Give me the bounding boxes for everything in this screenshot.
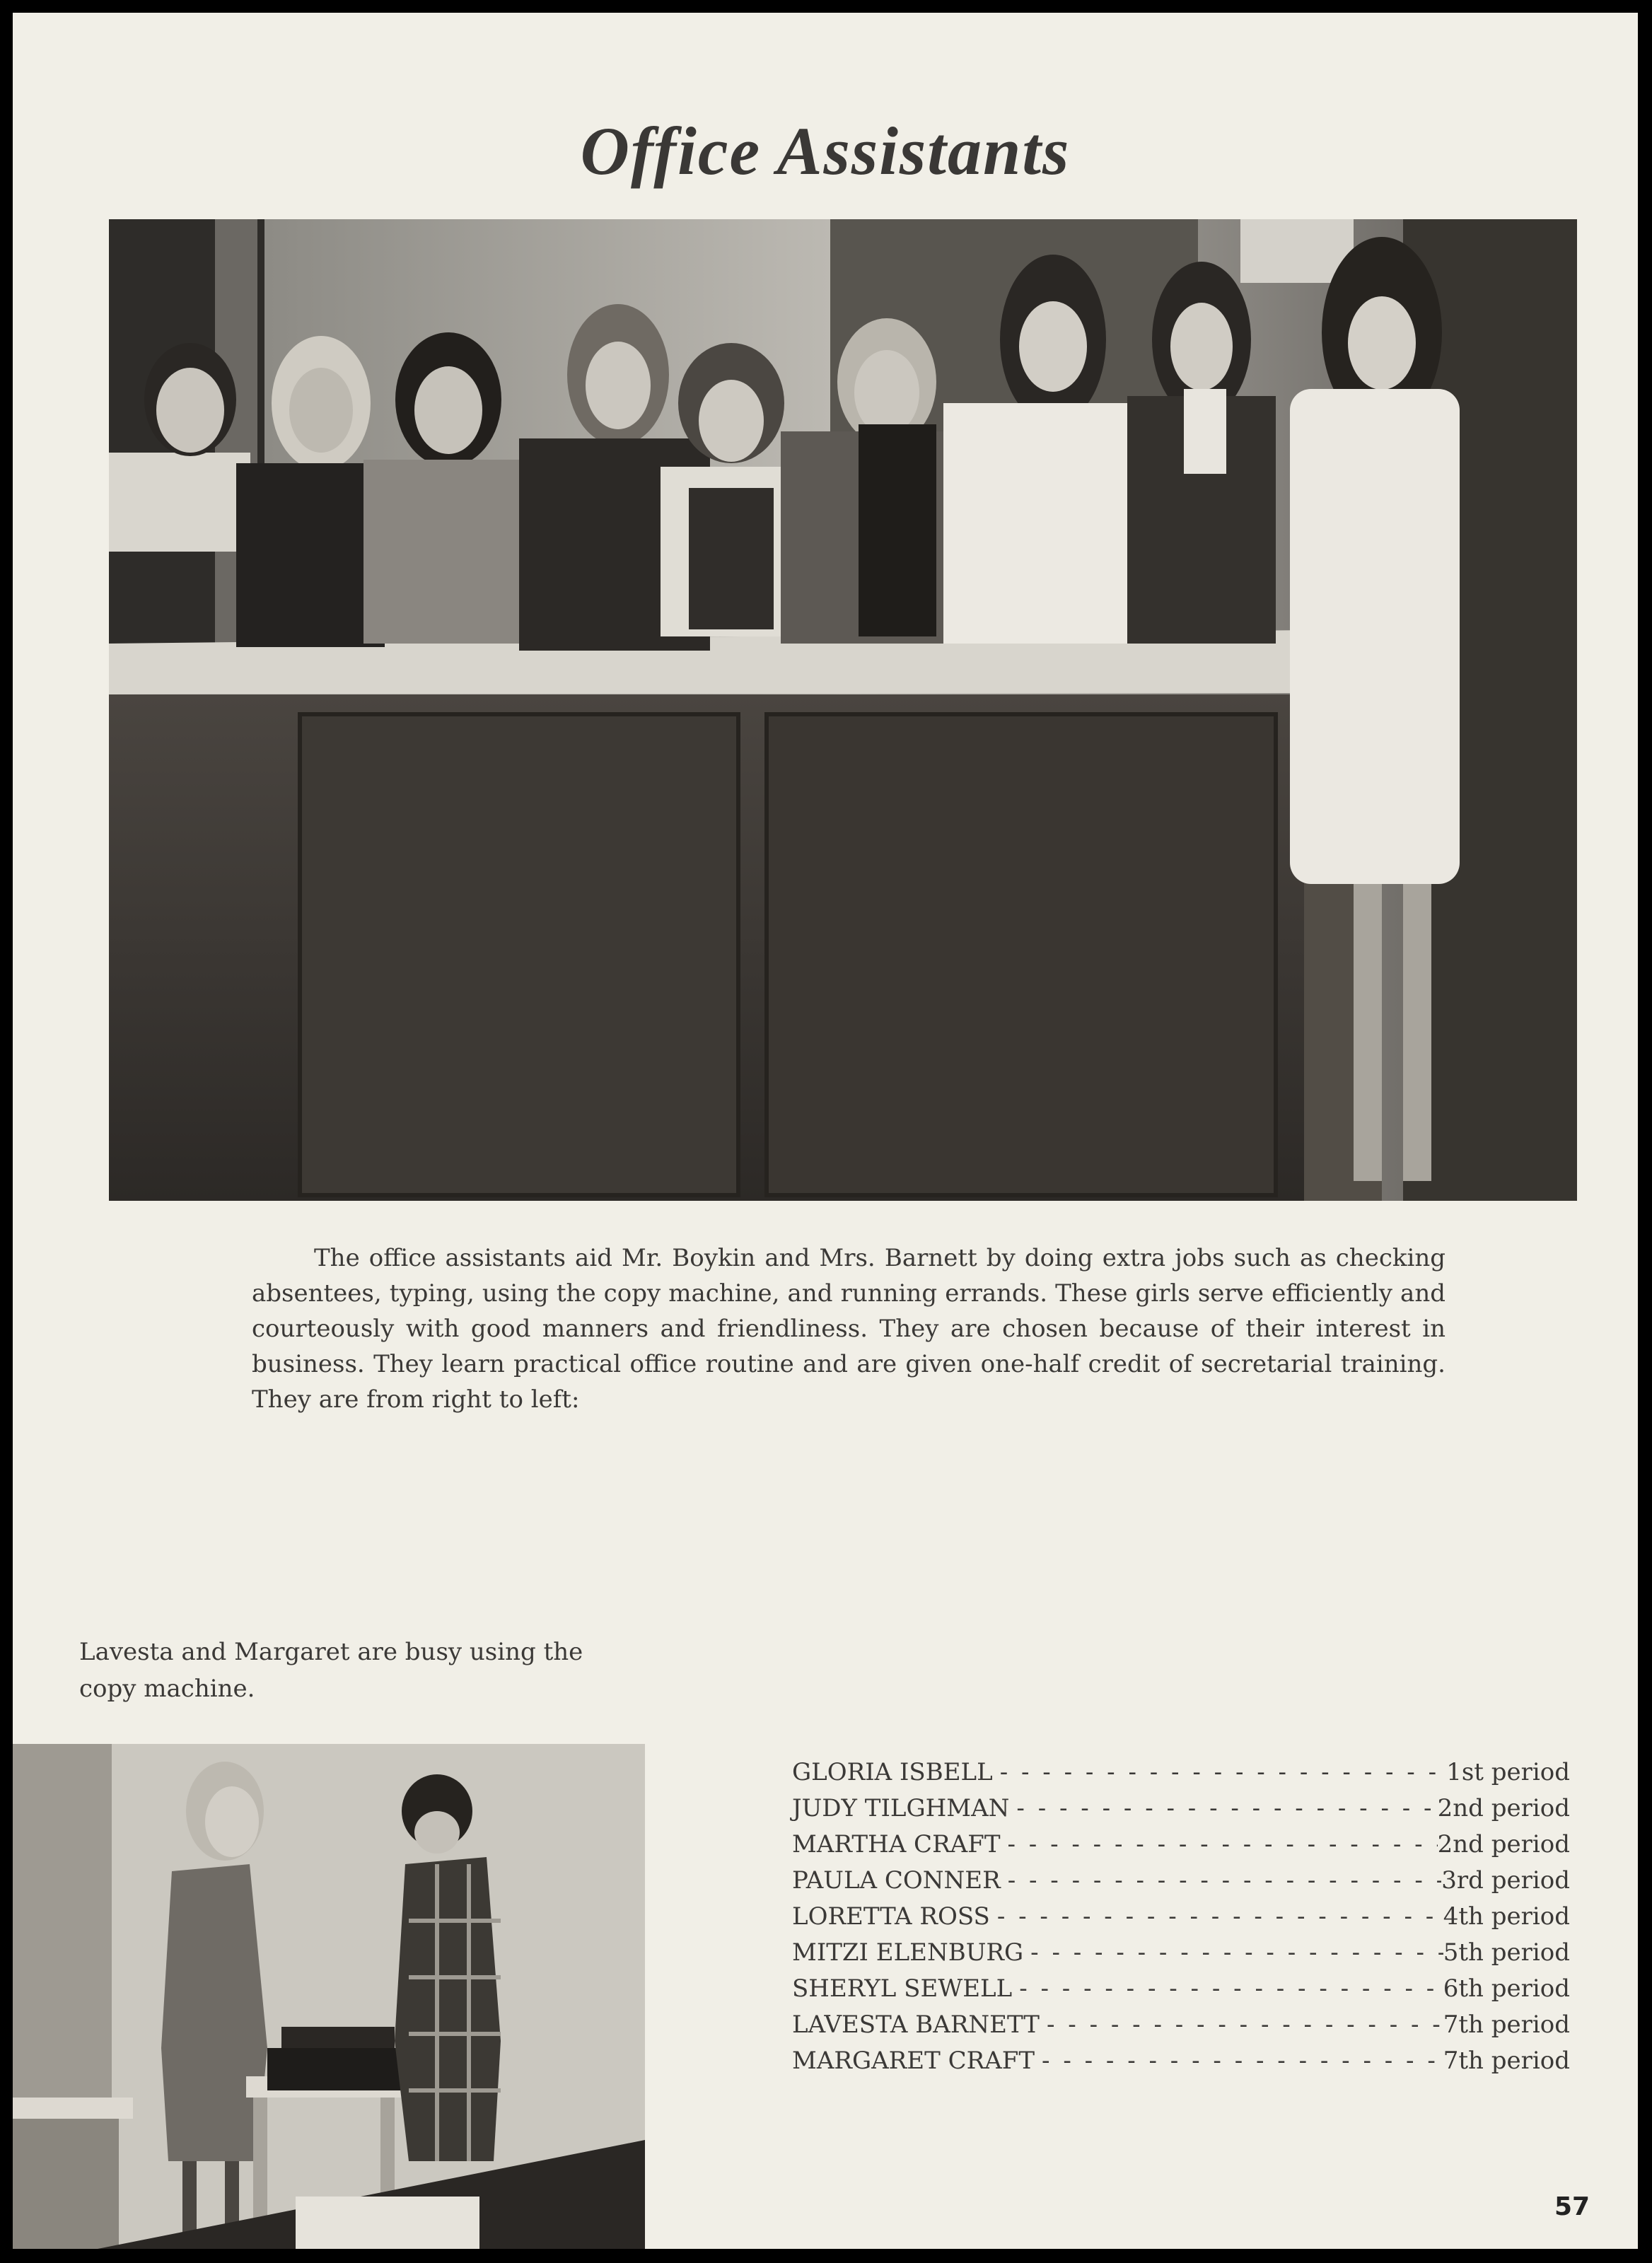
roster-period: 7th period (1443, 2047, 1570, 2075)
copy-machine-photo (13, 1744, 645, 2249)
roster-period: 4th period (1443, 1902, 1570, 1931)
photo-caption: Lavesta and Margaret are busy using the copy machine. (79, 1638, 583, 1703)
roster-row (792, 2011, 1570, 2047)
roster-name: MITZI ELENBURG (792, 1938, 1024, 1967)
roster-period: 5th period (1443, 1938, 1570, 1967)
roster-leader-dashes (993, 1758, 1447, 1786)
copy-machine-photo-image (13, 1744, 645, 2249)
roster-leader-dashes (1023, 1938, 1443, 1967)
roster-period: 1st period (1446, 1758, 1570, 1786)
roster-period: 7th period (1443, 2011, 1570, 2039)
roster-leader-dashes (1035, 2047, 1443, 2075)
roster-leader-dashes (1001, 1866, 1442, 1895)
roster-name: GLORIA ISBELL (792, 1758, 993, 1786)
roster-period: 3rd period (1441, 1866, 1570, 1895)
roster-list (792, 1758, 1570, 2083)
roster-name: SHERYL SEWELL (792, 1974, 1013, 2003)
roster-leader-dashes (1009, 1794, 1437, 1822)
roster-period: 6th period (1443, 1974, 1570, 2003)
page-number: 57 (1554, 2192, 1590, 2221)
page-title: Office Assistants (580, 113, 1071, 189)
roster-period: 2nd period (1437, 1830, 1570, 1858)
roster-leader-dashes (1012, 1974, 1443, 2003)
roster-name: LORETTA ROSS (792, 1902, 990, 1931)
group-photo-image (109, 219, 1577, 1201)
roster-row (792, 1902, 1570, 1938)
body-paragraph-text: The office assistants aid Mr. Boykin and Mrs. Barnett by doing extra jobs such as checking absentees, typing, using the copy machine, and running errands. These girls serve efficiently and courteously with good manners and friendliness. They are chosen because of their interest in business. They learn practical office routine and are given one-half credit of secretarial training. They are from right to left: (252, 1244, 1446, 1414)
roster-row (792, 1830, 1570, 1866)
roster-period: 2nd period (1437, 1794, 1570, 1822)
roster-row (792, 2047, 1570, 2083)
roster-name: MARGARET CRAFT (792, 2047, 1035, 2075)
roster-row (792, 1974, 1570, 2011)
group-photo (109, 219, 1577, 1201)
roster-row (792, 1758, 1570, 1794)
roster-leader-dashes (1040, 2011, 1443, 2039)
roster-row (792, 1866, 1570, 1902)
roster-row (792, 1794, 1570, 1830)
roster-name: PAULA CONNER (792, 1866, 1001, 1895)
roster-leader-dashes (1001, 1830, 1438, 1858)
roster-row (792, 1938, 1570, 1974)
roster-name: JUDY TILGHMAN (792, 1794, 1010, 1822)
roster-leader-dashes (990, 1902, 1443, 1931)
roster-name: MARTHA CRAFT (792, 1830, 1001, 1858)
body-paragraph (252, 1240, 1446, 1417)
roster-name: LAVESTA BARNETT (792, 2011, 1040, 2039)
yearbook-page (13, 13, 1638, 2249)
